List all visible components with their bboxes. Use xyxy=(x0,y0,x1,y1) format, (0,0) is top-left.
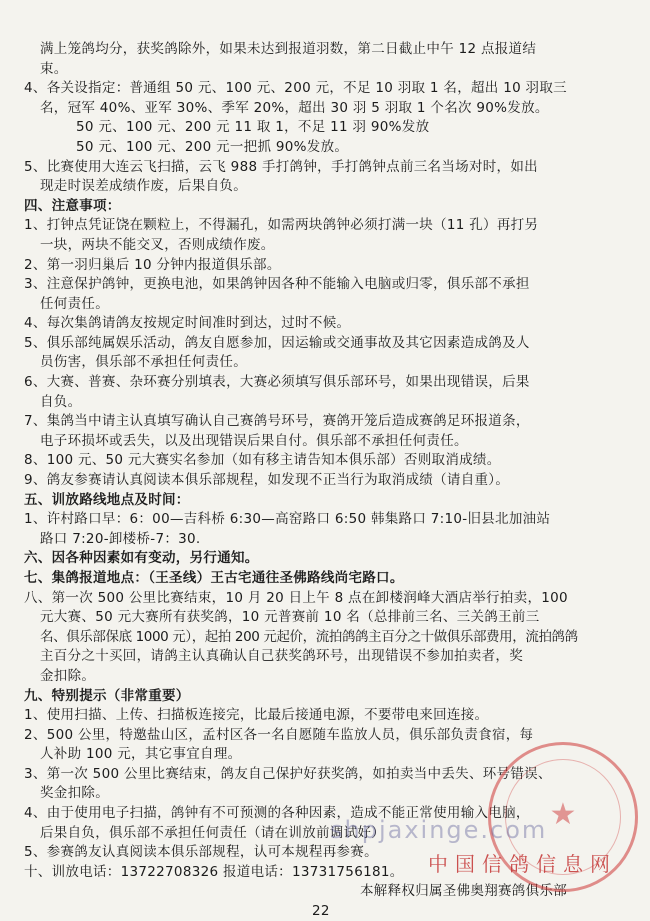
text-line: 1、使用扫描、上传、扫描板连接完，比最后接通电源，不要带电来回连接。 xyxy=(24,707,489,723)
text-line: 7、集鸽当中请主认真填写确认自己赛鸽号环号，赛鸽开笼后造成赛鸽足环报道条， xyxy=(24,413,530,429)
contact-phones: 十、训放电话：13722708326 报道电话：13731756181。 xyxy=(24,864,404,880)
seal-star-icon: ★ xyxy=(549,797,577,832)
text-line: 奖金扣除。 xyxy=(40,785,109,801)
text-line: 后果自负，俱乐部不承担任何责任（请在训放前调试好） xyxy=(40,825,385,841)
text-line: 一块，两块不能交叉，否则成绩作废。 xyxy=(40,237,275,253)
text-line: 自负。 xyxy=(40,394,82,410)
text-line: 元大赛、50 元大赛所有获奖鸽，10 元普赛前 10 名（总排前三名、三关鸽王前三 xyxy=(40,609,540,625)
watermark-site-name: 中国信鸽信息网 xyxy=(428,852,617,876)
text-line: 1、许村路口早：6：00—吉科桥 6:30—高窑路口 6:50 韩集路口 7:10-旧县北加油站 xyxy=(24,511,551,527)
text-line: 5、俱乐部纯属娱乐活动，鸽友自愿参加，因运输或交通事故及其它因素造成鸽及人 xyxy=(24,335,530,351)
text-line: 名，冠军 40%、亚军 30%、季军 20%，超出 30 羽 5 羽取 1 个名次 90%发放。 xyxy=(40,100,549,116)
section-heading: 五、训放路线地点及时间： xyxy=(24,492,190,508)
text-line: 现走时误差成绩作废，后果自负。 xyxy=(40,178,247,194)
text-line: 4、由于使用电子扫描，鸽钟有不可预测的各种因素，造成不能正常使用输入电脑， xyxy=(24,805,530,821)
text-line: 满上笼鸽均分，获奖鸽除外，如果未达到报道羽数，第二日截止中午 12 点报道结 xyxy=(40,41,537,57)
section-heading: 七、集鸽报道地点：（王圣线）王古宅通往圣佛路线尚宅路口。 xyxy=(24,570,404,586)
text-line: 50 元、100 元、200 元一把抓 90%发放。 xyxy=(76,139,349,155)
text-line: 3、注意保护鸽钟，更换电池，如果鸽钟因各种不能输入电脑或归零，俱乐部不承担 xyxy=(24,276,530,292)
text-line: 人补助 100 元，其它事宜自理。 xyxy=(40,746,242,762)
section-heading: 四、注意事项： xyxy=(24,198,121,214)
text-line: 名、俱乐部保底 1000 元），起拍 200 元起价，流拍鸽鸽主百分之十做俱乐部费用，流拍鸽鸽 xyxy=(40,629,578,645)
text-line: 6、大赛、普赛、杂环赛分别填表，大赛必须填写俱乐部环号，如果出现错误，后果 xyxy=(24,374,530,390)
watermark-url: shpjaxinge.com xyxy=(330,816,548,844)
text-line: 员伤害，俱乐部不承担任何责任。 xyxy=(40,354,247,370)
text-line: 9、鸽友参赛请认真阅读本俱乐部规程，如发现不正当行为取消成绩（请自重）。 xyxy=(24,472,510,488)
text-line: 金扣除。 xyxy=(40,668,96,684)
text-line: 电子环损坏或丢失，以及出现错误后果自付。俱乐部不承担任何责任。 xyxy=(40,433,468,449)
text-line: 2、第一羽归巢后 10 分钟内报道俱乐部。 xyxy=(24,257,281,273)
text-line: 4、各关设指定：普通组 50 元、100 元、200 元，不足 10 羽取 1 名，超出 10 羽取三 xyxy=(24,80,567,96)
text-line: 路口 7:20-卸楼桥-7：30. xyxy=(40,531,201,547)
text-line: 3、第一次 500 公里比赛结束，鸽友自己保护好获奖鸽，如拍卖当中丢失、环号错误、 xyxy=(24,766,552,782)
text-line: 2、500 公里，特邀盐山区，孟村区各一名自愿随车监放人员，俱乐部负责食宿，每 xyxy=(24,727,534,743)
text-line: 5、比赛使用大连云飞扫描，云飞 988 手打鸽钟，手打鸽钟点前三名当场对时，如出 xyxy=(24,159,538,175)
text-line: 主百分之十买回，请鸽主认真确认自己获奖鸽环号，出现错误不参加拍卖者，奖 xyxy=(40,648,523,664)
section-heading: 九、特别提示（非常重要） xyxy=(24,688,190,704)
text-line: 束。 xyxy=(40,61,68,77)
text-line: 八、第一次 500 公里比赛结束，10 月 20 日上午 8 点在卸楼润峰大酒店举行拍卖，100 xyxy=(24,590,568,606)
text-line: 5、参赛鸽友认真阅读本俱乐部规程，认可本规程再参赛。 xyxy=(24,844,378,860)
page-number: 22 xyxy=(312,903,330,919)
footer-rights: 本解释权归属圣佛奥翔赛鸽俱乐部 xyxy=(360,883,567,899)
text-line: 任何责任。 xyxy=(40,296,109,312)
text-line: 8、100 元、50 元大赛实名参加（如有移主请告知本俱乐部）否则取消成绩。 xyxy=(24,452,501,468)
section-heading: 六、因各种因素如有变动，另行通知。 xyxy=(24,550,259,566)
text-line: 4、每次集鸽请鸽友按规定时间准时到达，过时不候。 xyxy=(24,315,351,331)
text-line: 1、打钟点凭证饶在颗粒上，不得漏孔，如需两块鸽钟必须打满一块（11 孔）再打另 xyxy=(24,217,539,233)
text-line: 50 元、100 元、200 元 11 取 1，不足 11 羽 90%发放 xyxy=(76,119,430,135)
